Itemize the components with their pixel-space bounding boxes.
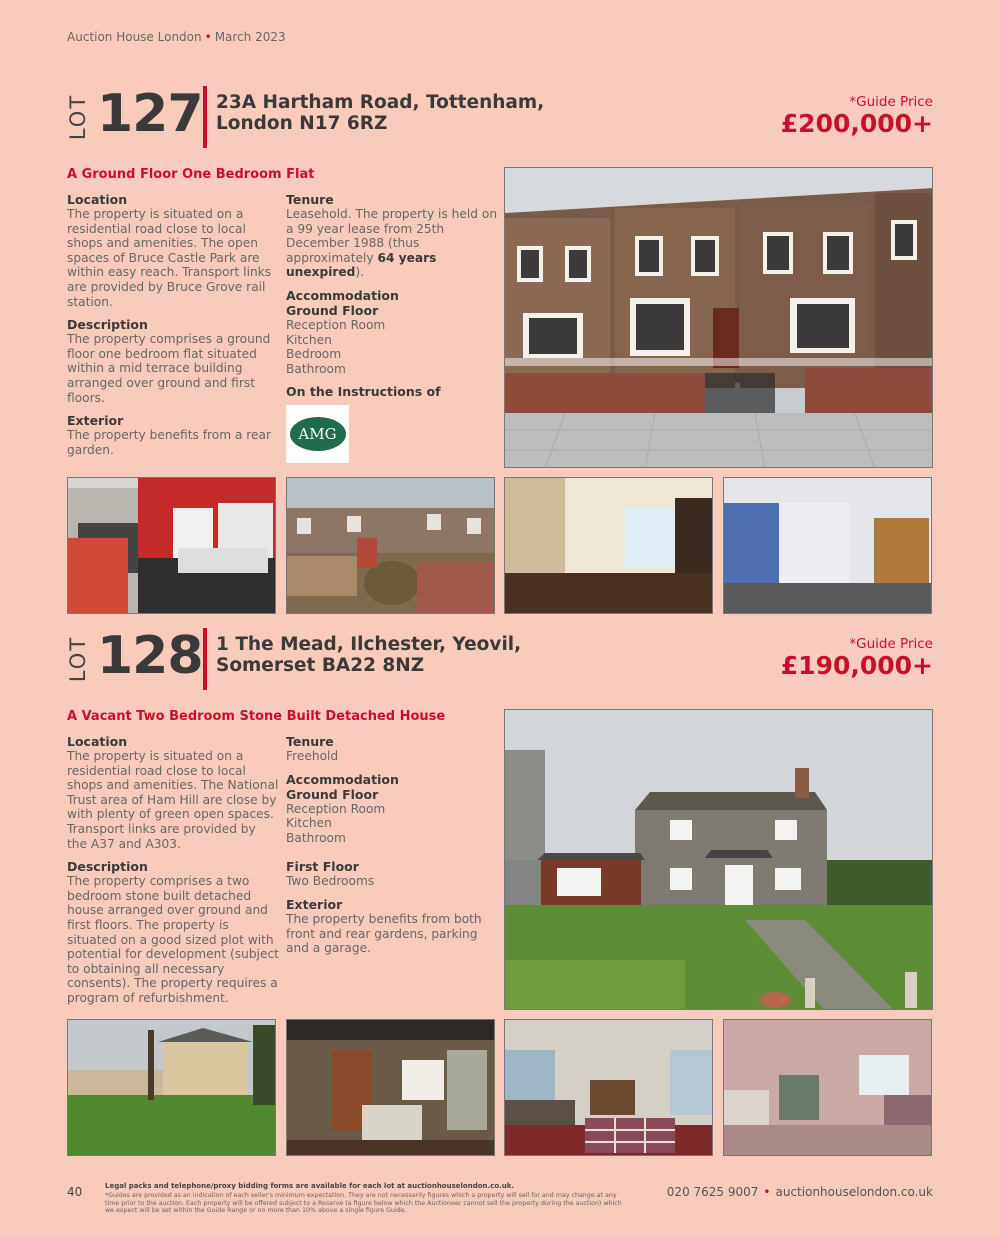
description-text: The property comprises a ground floor one bedroom flat situated within a mid terrace building arranged over ground and first floors. [67, 332, 271, 405]
lot-127-bedroom-photo[interactable] [504, 477, 713, 614]
lot-number: 127 [97, 84, 203, 144]
lot-128-right-column [286, 734, 498, 964]
room-item: Bathroom [286, 361, 346, 376]
description-heading: Description [67, 859, 148, 875]
guide-price-value: £190,000+ [780, 651, 933, 680]
lot-127-reception-photo[interactable] [723, 477, 932, 614]
lot-128-kitchen-photo[interactable] [286, 1019, 495, 1156]
room-item: Reception Room [286, 801, 386, 816]
room-item: Reception Room [286, 317, 386, 332]
lot-divider [203, 86, 207, 148]
lot-address: 23A Hartham Road, Tottenham, London N17 6RZ [216, 92, 545, 134]
lot-address: 1 The Mead, Ilchester, Yeovil, Somerset BA22 8NZ [216, 634, 522, 676]
legal-line: Legal packs and telephone/proxy bidding forms are available for each lot at auctionhouselondon.co.uk. [105, 1182, 515, 1190]
lot-label: LOT [66, 93, 90, 141]
lot-127-right-column [286, 192, 498, 471]
exterior-heading: Exterior [286, 896, 343, 912]
description-heading: Description [67, 317, 148, 333]
footer-legal [105, 1182, 625, 1215]
room-item: Bedroom [286, 347, 342, 362]
guide-price-value: £200,000+ [780, 109, 933, 138]
lot-128-rear-garden-photo[interactable] [67, 1019, 276, 1156]
guide-note: *Guides are provided as an indication of each seller's minimum expectation. They are not necessarily figures which a property will sell for and may change at any time prior to the auction. Each property will be offered subject to a Reserve (a figure below which the Auctioneer cannot sell the property during the auction) which we expect will be set within the Guide Range or no more than 10% above a single figure Guide. [105, 1192, 622, 1215]
lot-128-header [67, 628, 933, 698]
lot-127-kitchen-photo[interactable] [67, 477, 276, 614]
lot-128-main-photo[interactable] [504, 709, 933, 1010]
location-heading: Location [67, 192, 128, 207]
tenure-text: Freehold [286, 749, 339, 763]
location-text: The property is situated on a residential road close to local shops and amenities. The open spaces of Bruce Castle Park are within easy reach. Transport links are provided by Bruce Grove rail station. [67, 207, 272, 309]
lot-127-subtitle: A Ground Floor One Bedroom Flat [67, 167, 315, 182]
lot-127-garden-photo[interactable] [286, 477, 495, 614]
lot-127-left-column [67, 192, 279, 465]
lot-number: 128 [97, 626, 203, 686]
amg-logo: AMG [286, 405, 349, 463]
room-item: Two Bedrooms [286, 874, 375, 889]
tenure-text: Leasehold. The property is held on a 99 year lease from 25th December 1988 (thus approximately 64 years unexpired). [286, 207, 498, 280]
room-item: Bathroom [286, 830, 346, 845]
exterior-heading: Exterior [67, 413, 124, 429]
description-text: The property comprises a two bedroom stone built detached house arranged over ground and first floors. The property is situated on a good sized plot with potential for development (subject to obtaining all necessary consents). The property requires a program of refurbishment. [67, 874, 279, 1005]
exterior-text: The property benefits from both front and rear gardens, parking and a garage. [286, 911, 482, 956]
lot-divider [203, 628, 207, 690]
first-floor-heading: First Floor [286, 859, 359, 875]
location-heading: Location [67, 734, 128, 749]
accommodation-heading: Accommodation [286, 287, 399, 303]
ground-floor-heading: Ground Floor [286, 302, 379, 318]
page-number: 40 [67, 1185, 83, 1199]
lot-127-header [67, 86, 933, 156]
room-item: Kitchen [286, 816, 332, 831]
website-link[interactable]: auctionhouselondon.co.uk [775, 1185, 933, 1199]
guide-price: *Guide Price £190,000+ [780, 636, 933, 680]
running-header: Auction House London • March 2023 [67, 30, 286, 44]
lot-127-main-photo[interactable] [504, 167, 933, 468]
exterior-text: The property benefits from a rear garden. [67, 428, 272, 457]
footer-contact: 020 7625 9007 • auctionhouselondon.co.uk [666, 1185, 933, 1199]
lot-128-living-room-photo[interactable] [504, 1019, 713, 1156]
tenure-heading: Tenure [286, 734, 334, 749]
accommodation-heading: Accommodation [286, 771, 399, 787]
instructions-heading: On the Instructions of [286, 384, 441, 400]
lot-label: LOT [66, 635, 90, 683]
lot-128-bedroom-photo[interactable] [723, 1019, 932, 1156]
ground-floor-heading: Ground Floor [286, 786, 379, 802]
location-text: The property is situated on a residential road close to local shops and amenities. The National Trust area of Ham Hill are close by with plenty of green open spaces. Transport links are provided by the A37 and A303. [67, 749, 279, 851]
publisher-name: Auction House London [67, 30, 202, 44]
tenure-heading: Tenure [286, 192, 334, 207]
lot-128-left-column [67, 734, 279, 1014]
lot-128-subtitle: A Vacant Two Bedroom Stone Built Detached House [67, 709, 446, 724]
phone-number[interactable]: 020 7625 9007 [666, 1185, 759, 1199]
issue-date: March 2023 [214, 30, 286, 44]
room-item: Kitchen [286, 332, 332, 347]
guide-price: *Guide Price £200,000+ [780, 94, 933, 138]
